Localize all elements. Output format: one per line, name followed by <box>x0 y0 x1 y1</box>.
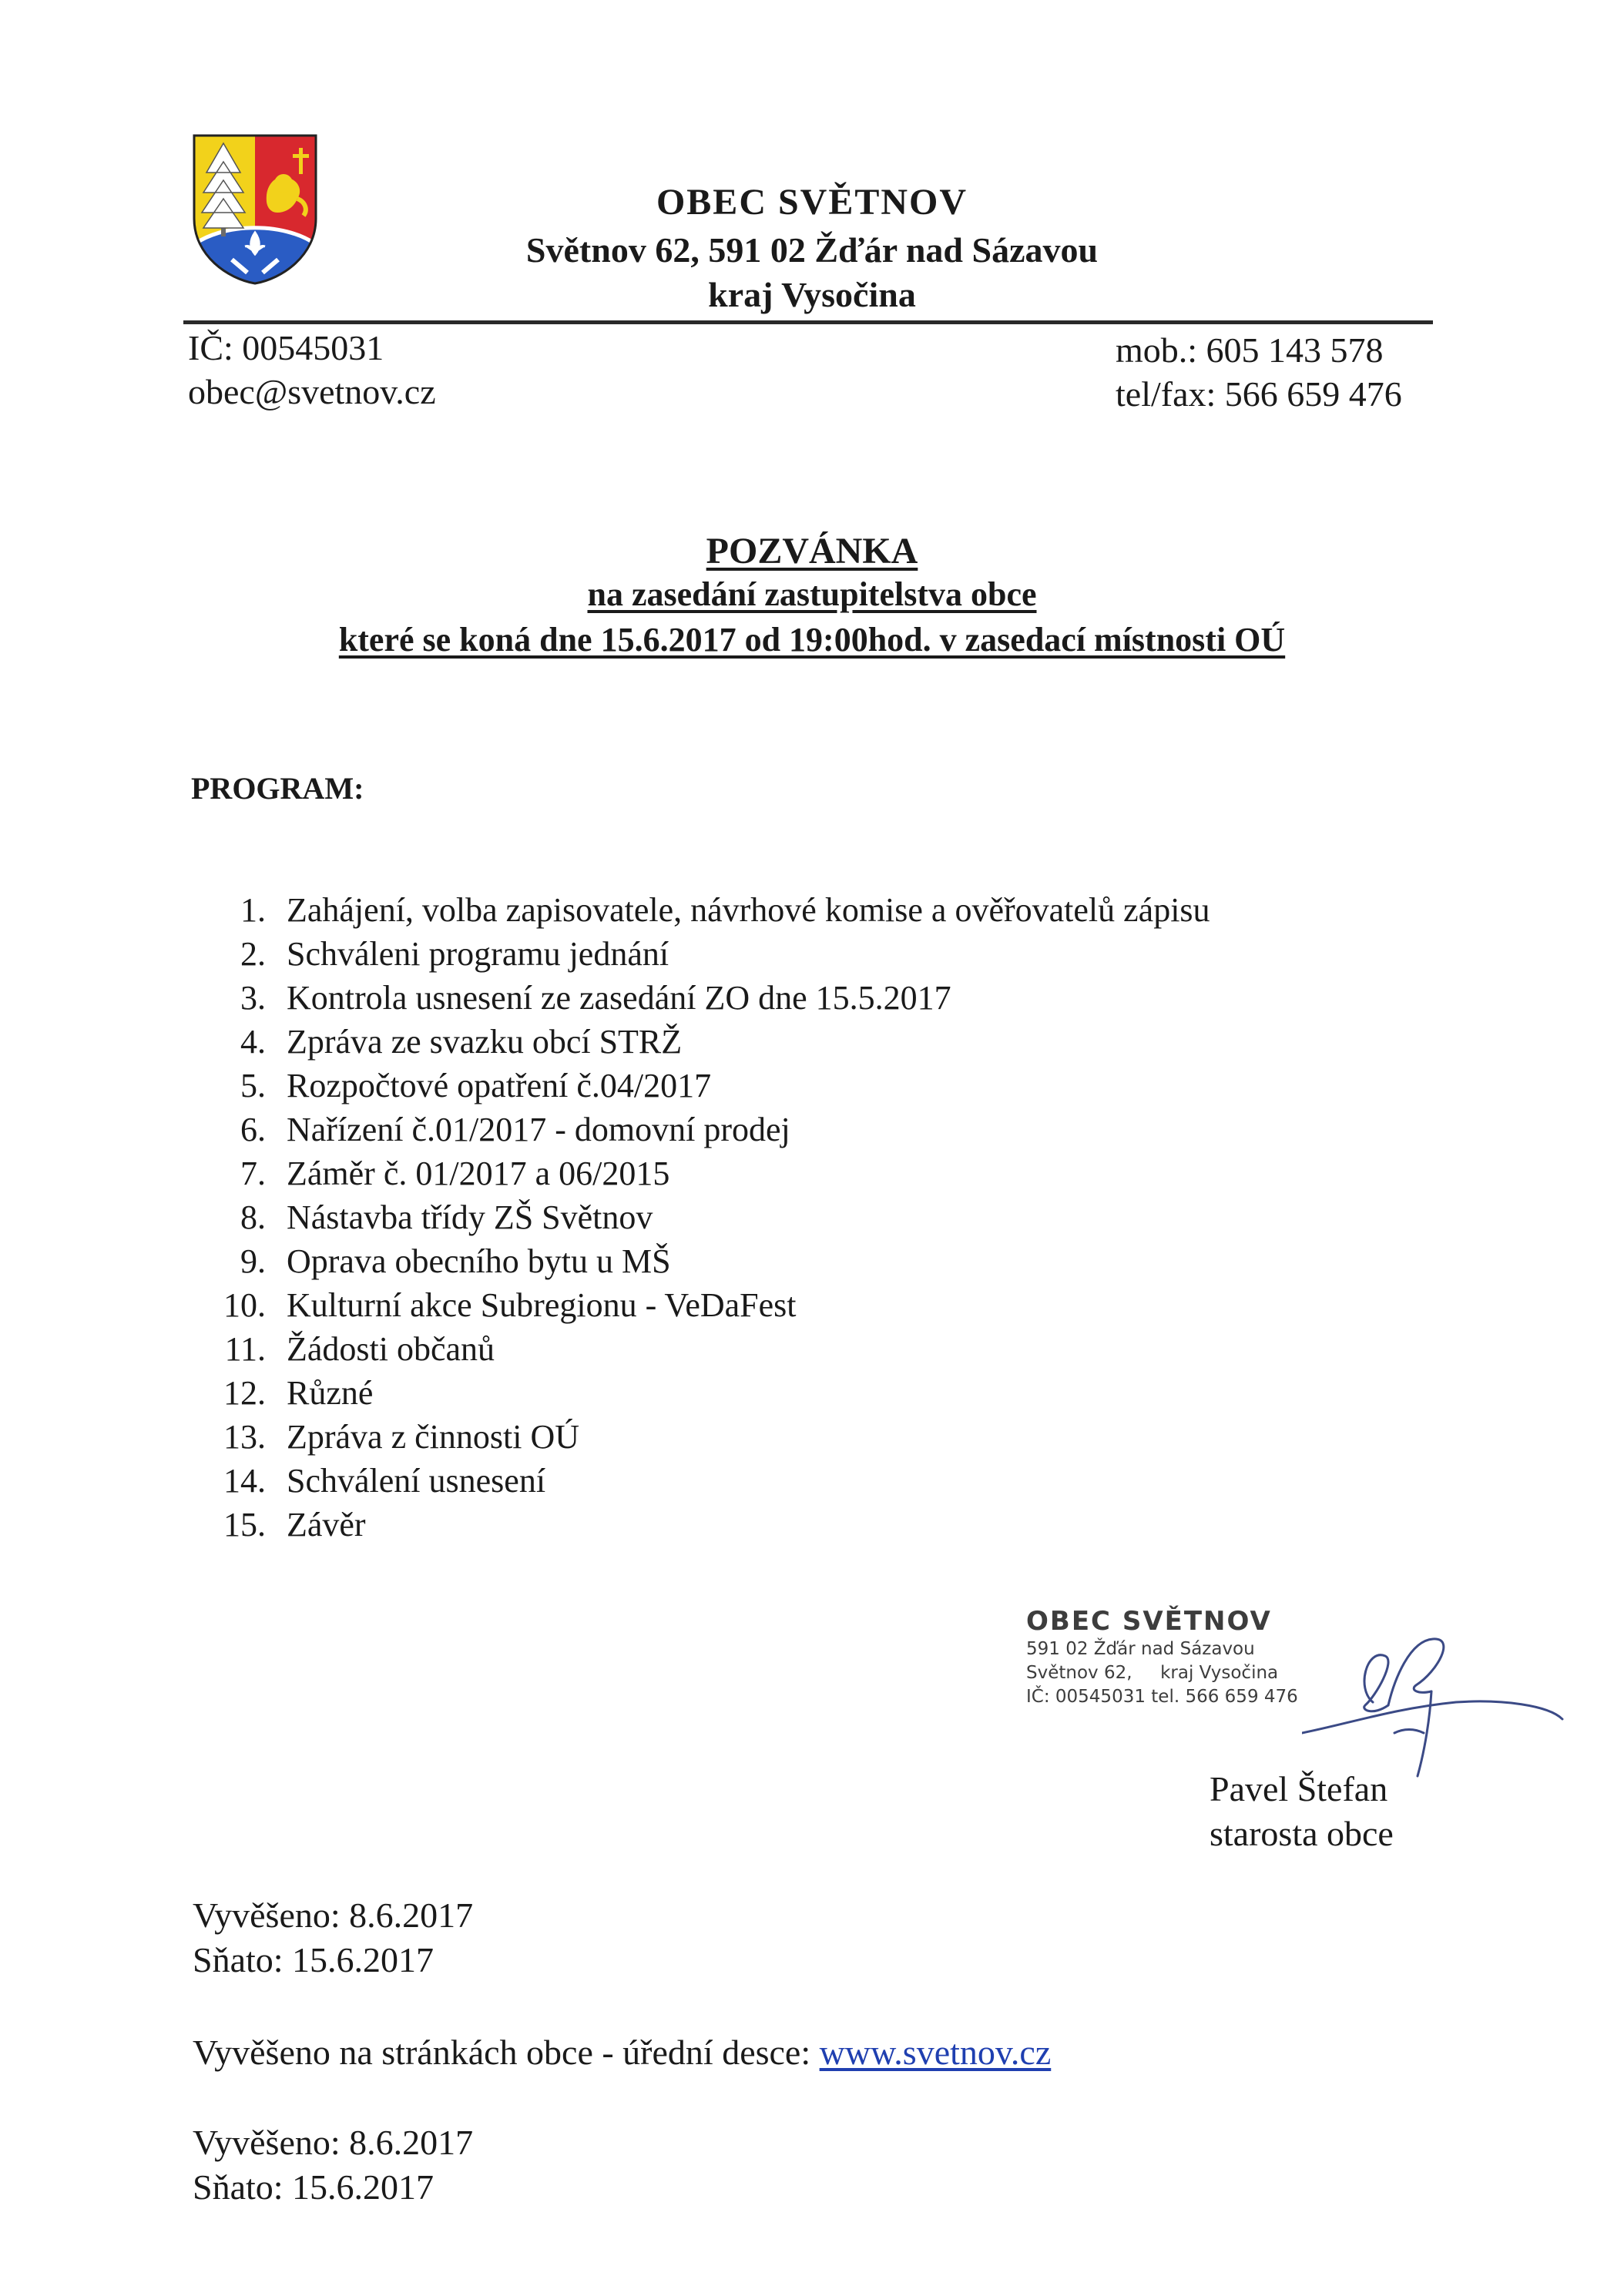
item-text: Zpráva ze svazku obcí STRŽ <box>287 1023 683 1061</box>
item-text: Nástavba třídy ZŠ Světnov <box>287 1198 653 1236</box>
organization-name: OBEC SVĚTNOV <box>656 182 968 223</box>
organization-region: kraj Vysočina <box>708 275 916 314</box>
item-number: 1. <box>240 891 266 929</box>
item-text: Závěr <box>287 1506 366 1544</box>
item-text: Kulturní akce Subregionu - VeDaFest <box>287 1286 797 1324</box>
invitation-subtitle: na zasedání zastupitelstva obce <box>587 575 1037 613</box>
item-number: 13. <box>223 1418 266 1456</box>
item-number: 5. <box>240 1067 266 1104</box>
website-link[interactable]: www.svetnov.cz <box>819 2033 1052 2072</box>
list-item <box>193 1108 1425 1151</box>
list-item <box>193 1503 1425 1547</box>
list-item <box>193 1151 1425 1195</box>
signer-role: starosta obce <box>1210 1814 1394 1853</box>
item-number: 3. <box>240 979 266 1017</box>
item-text: Oprava obecního bytu u MŠ <box>287 1242 671 1280</box>
contact-mobile: mob.: 605 143 578 <box>1116 330 1384 370</box>
item-number: 10. <box>223 1286 266 1324</box>
list-item <box>193 888 1425 932</box>
list-item <box>193 1239 1425 1283</box>
stamp-line: IČ: 00545031 tel. 566 659 476 <box>1026 1687 1298 1707</box>
item-text: Žádosti občanů <box>287 1330 495 1368</box>
invitation-title: POZVÁNKA <box>706 531 918 571</box>
list-item <box>193 1415 1425 1459</box>
signature-image <box>1302 1625 1564 1779</box>
item-number: 6. <box>240 1111 266 1148</box>
program-label: PROGRAM: <box>191 771 364 806</box>
item-number: 15. <box>223 1506 266 1544</box>
header-divider <box>183 320 1433 324</box>
item-text: Schváleni programu jednání <box>287 935 669 973</box>
list-item <box>193 1283 1425 1327</box>
item-number: 11. <box>224 1330 266 1368</box>
list-item <box>193 1459 1425 1503</box>
item-number: 9. <box>240 1242 266 1280</box>
removed-date: Sňato: 15.6.2017 <box>193 2167 435 2207</box>
item-text: Různé <box>287 1374 374 1412</box>
agenda-list <box>193 888 1425 1547</box>
item-text: Schválení usnesení <box>287 1462 546 1500</box>
list-item <box>193 1327 1425 1371</box>
company-id: IČ: 00545031 <box>188 328 384 367</box>
contact-telfax: tel/fax: 566 659 476 <box>1116 374 1402 414</box>
item-number: 14. <box>223 1462 266 1500</box>
item-text: Zahájení, volba zapisovatele, návrhové komise a ověřovatelů zápisu <box>287 891 1210 929</box>
item-number: 2. <box>240 935 266 973</box>
list-item <box>193 1020 1425 1064</box>
item-text: Záměr č. 01/2017 a 06/2015 <box>287 1155 670 1192</box>
posted-date: Vyvěšeno: 8.6.2017 <box>193 1895 474 1935</box>
item-text: Nařízení č.01/2017 - domovní prodej <box>287 1111 790 1148</box>
signer-name: Pavel Štefan <box>1210 1769 1388 1808</box>
list-item <box>193 1371 1425 1415</box>
list-item <box>193 976 1425 1020</box>
web-posting-text: Vyvěšeno na stránkách obce - úřední desce: <box>193 2033 820 2072</box>
organization-address: Světnov 62, 591 02 Žďár nad Sázavou <box>525 230 1099 270</box>
stamp-line: Světnov 62, kraj Vysočina <box>1026 1663 1279 1683</box>
removed-date: Sňato: 15.6.2017 <box>193 1940 435 1979</box>
official-stamp <box>1026 1605 1304 1709</box>
stamp-line: 591 02 Žďár nad Sázavou <box>1026 1639 1255 1659</box>
stamp-title: OBEC SVĚTNOV <box>1026 1606 1272 1637</box>
item-number: 8. <box>240 1198 266 1236</box>
list-item <box>193 932 1425 976</box>
contact-email: obec@svetnov.cz <box>188 372 436 411</box>
list-item <box>193 1195 1425 1239</box>
item-text: Rozpočtové opatření č.04/2017 <box>287 1067 712 1104</box>
item-number: 7. <box>240 1155 266 1192</box>
list-item <box>193 1064 1425 1108</box>
posted-date: Vyvěšeno: 8.6.2017 <box>193 2123 474 2162</box>
invitation-date-place: které se koná dne 15.6.2017 od 19:00hod. v zasedací místnosti OÚ <box>338 621 1286 659</box>
item-text: Kontrola usnesení ze zasedání ZO dne 15.5.2017 <box>287 979 951 1017</box>
item-text: Zpráva z činnosti OÚ <box>287 1418 579 1456</box>
item-number: 4. <box>240 1023 266 1061</box>
web-posting-note <box>193 2032 1051 2073</box>
item-number: 12. <box>223 1374 266 1412</box>
